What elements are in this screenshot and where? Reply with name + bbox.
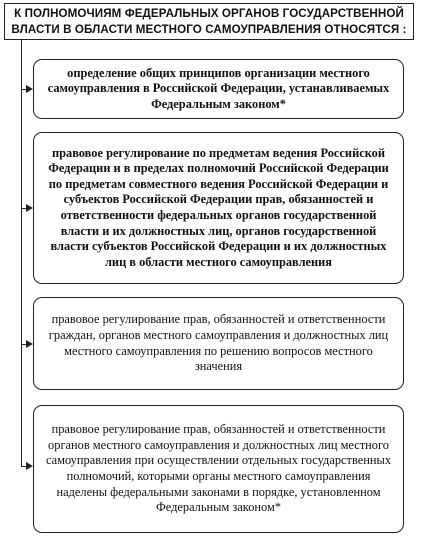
arrowhead-1-icon	[26, 85, 33, 93]
arrowhead-3-icon	[26, 340, 33, 348]
item-box-4	[33, 405, 404, 533]
diagram-header-title: К ПОЛНОМОЧИЯМ ФЕДЕРАЛЬНЫХ ОРГАНОВ ГОСУДАРСТВЕННОЙ ВЛАСТИ В ОБЛАСТИ МЕСТНОГО САМОУПРАВЛЕНИЯ ОТНОСЯТСЯ :	[11, 6, 407, 36]
item-text-1: определение общих принципов организации местного самоуправления в Российской Федерации, устанавливаемых Федеральным законом*	[47, 65, 390, 111]
item-box-2	[33, 132, 404, 284]
diagram-header-box	[4, 3, 414, 40]
item-box-3	[33, 297, 404, 390]
item-text-3: правовое регулирование прав, обязанностей и ответственности граждан, органов местного самоуправления и должностных лиц местного самоуправления по решению вопросов местного значения	[48, 312, 389, 374]
item-box-1	[33, 59, 404, 119]
item-text-2: правовое регулирование по предметам ведения Российской Федерации и в пределах полномочий Российской Федерации по предметам совместного ведения Российской Федерации и субъектов Российской Федерации прав, обязанностей и ответственности федеральных органов государственной власти и их должностных лиц, органов государственной власти субъектов Российской Федерации и их должностных лиц в области местного самоуправления	[48, 145, 389, 269]
arrowhead-2-icon	[26, 204, 33, 212]
vertical-connector-line	[21, 40, 22, 466]
arrowhead-4-icon	[26, 462, 33, 470]
item-text-4: правовое регулирование прав, обязанностей и ответственности органов местного самоуправления и должностных лиц местного самоуправления при осуществлении отдельных государственных полномочий, которыми органы местного самоуправления наделены федеральными законами в порядке, установленном Федеральным законом*	[45, 422, 392, 515]
